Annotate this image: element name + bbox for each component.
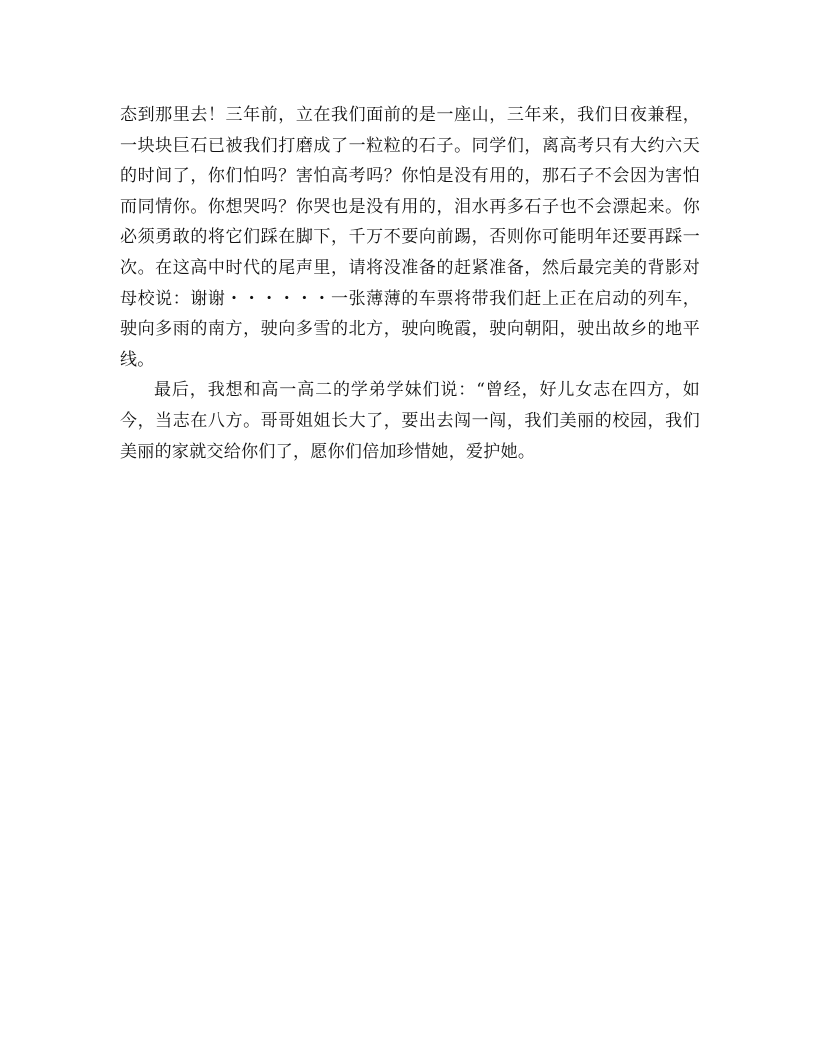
document-body: [120, 100, 700, 467]
paragraph: 最后，我想和高一高二的学弟学妹们说：“曾经，好儿女志在四方，如今，当志在八方。哥哥姐姐长大了，要出去闯一闯，我们美丽的校园，我们美丽的家就交给你们了，愿你们倍加珍惜她，爱护她。: [120, 380, 700, 462]
paragraph: 态到那里去！三年前，立在我们面前的是一座山，三年来，我们日夜兼程，一块块巨石已被我们打磨成了一粒粒的石子。同学们，离高考只有大约六天的时间了，你们怕吗？害怕高考吗？你怕是没有用的，那石子不会因为害怕而同情你。你想哭吗？你哭也是没有用的，泪水再多石子也不会漂起来。你必须勇敢的将它们踩在脚下，千万不要向前踢，否则你可能明年还要再踩一次。在这高中时代的尾声里，请将没准备的赶紧准备，然后最完美的背影对母校说：谢谢・・・・・・一张薄薄的车票将带我们赶上正在启动的列车，驶向多雨的南方，驶向多雪的北方，驶向晚霞，驶向朝阳，驶出故乡的地平线。: [120, 105, 700, 370]
